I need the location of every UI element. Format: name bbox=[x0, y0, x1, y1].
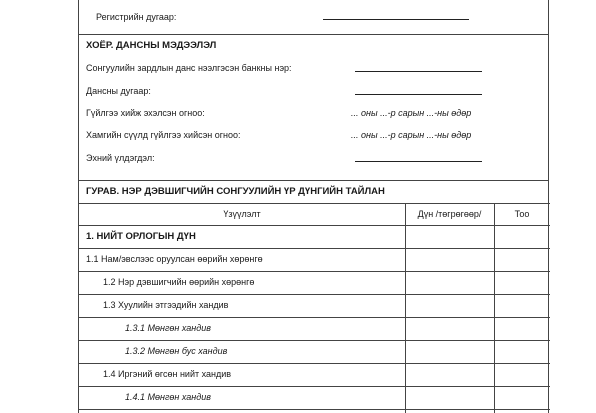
table-row-label: 1.3 Хуулийн этгээдийн хандив bbox=[103, 300, 229, 310]
registration-label: Регистрийн дугаар: bbox=[96, 12, 177, 22]
divider-section2 bbox=[79, 34, 548, 35]
table-line bbox=[79, 386, 550, 387]
table-line bbox=[79, 248, 550, 249]
table-line bbox=[79, 340, 550, 341]
last-date-label: Хамгийн сүүлд гүйлгээ хийсэн огноо: bbox=[86, 130, 241, 140]
table-row-label: 1.4.1 Мөнгөн хандив bbox=[125, 392, 211, 402]
account-number-input-line[interactable] bbox=[355, 94, 482, 95]
column-header-amount: Дүн /төгрөгөөр/ bbox=[417, 209, 482, 219]
start-date-value[interactable]: ... оны ...-р сарын ...-ны өдөр bbox=[351, 108, 472, 118]
opening-balance-input-line[interactable] bbox=[355, 161, 482, 162]
start-date-label: Гүйлгээ хийж эхэлсэн огноо: bbox=[86, 108, 205, 118]
form-sheet bbox=[78, 0, 549, 413]
section3-title: ГУРАВ. НЭР ДЭВШИГЧИЙН СОНГУУЛИЙН ҮР ДҮНГИЙН ТАЙЛАН bbox=[86, 186, 385, 197]
table-line bbox=[79, 317, 550, 318]
table-col-divider bbox=[405, 203, 406, 413]
registration-input-line[interactable] bbox=[323, 19, 469, 20]
table-row-label: 1.4 Иргэний өгсөн нийт хандив bbox=[103, 369, 232, 379]
column-header-count: Тоо bbox=[514, 209, 530, 219]
bank-name-input-line[interactable] bbox=[355, 71, 482, 72]
opening-balance-label: Эхний үлдэгдэл: bbox=[86, 153, 155, 163]
last-date-value[interactable]: ... оны ...-р сарын ...-ны өдөр bbox=[351, 130, 472, 140]
section2-title: ХОЁР. ДАНСНЫ МЭДЭЭЛЭЛ bbox=[86, 40, 217, 51]
account-number-label: Дансны дугаар: bbox=[86, 86, 151, 96]
table-line bbox=[79, 271, 550, 272]
table-line bbox=[79, 294, 550, 295]
bank-name-label: Сонгуулийн зардлын данс нээлгэсэн банкны нэр: bbox=[86, 63, 292, 73]
table-row-label: 1.2 Нэр дэвшигчийн өөрийн хөрөнгө bbox=[103, 277, 255, 287]
table-row-label: 1.3.2 Мөнгөн бус хандив bbox=[125, 346, 228, 356]
table-row-label: 1. НИЙТ ОРЛОГЫН ДҮН bbox=[86, 231, 196, 242]
table-row-label: 1.3.1 Мөнгөн хандив bbox=[125, 323, 211, 333]
table-line bbox=[79, 409, 550, 410]
table-line bbox=[79, 225, 550, 226]
column-header-indicator: Үзүүлэлт bbox=[223, 209, 261, 219]
table-row-label: 1.1 Нам/эвслээс оруулсан өөрийн хөрөнгө bbox=[86, 254, 263, 264]
table-top-line bbox=[79, 203, 550, 204]
divider-section3 bbox=[79, 180, 548, 181]
table-line bbox=[79, 363, 550, 364]
table-col-divider bbox=[494, 203, 495, 413]
